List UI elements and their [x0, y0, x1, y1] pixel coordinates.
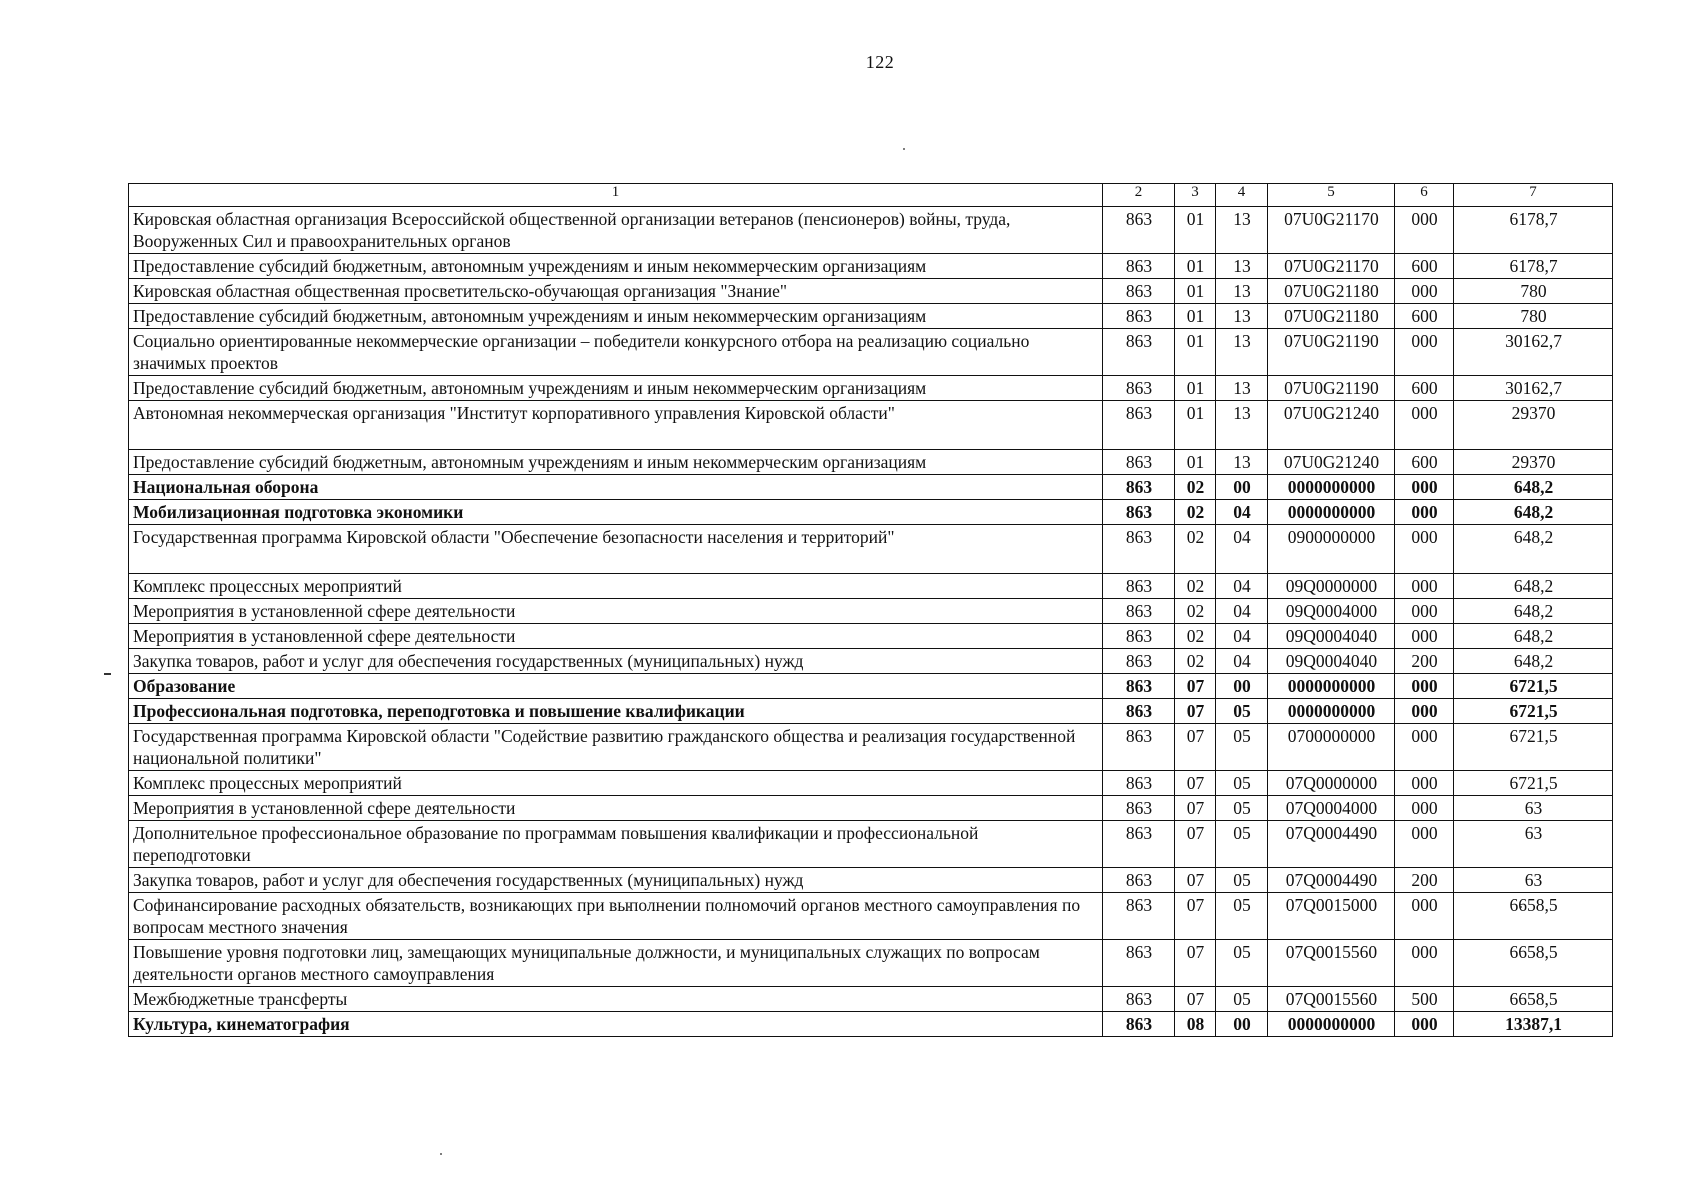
- razdel-cell: 02: [1175, 475, 1216, 500]
- razdel-cell: 02: [1175, 574, 1216, 599]
- summa-cell: 30162,7: [1454, 329, 1613, 376]
- vid-raskhodov-cell: 000: [1395, 771, 1454, 796]
- vid-raskhodov-cell: 000: [1395, 279, 1454, 304]
- table-row: [129, 987, 1613, 1012]
- glava-cell: 863: [1103, 279, 1175, 304]
- razdel-cell: 07: [1175, 724, 1216, 771]
- glava-cell: 863: [1103, 376, 1175, 401]
- glava-cell: 863: [1103, 649, 1175, 674]
- table-row: [129, 674, 1613, 699]
- razdel-cell: 07: [1175, 868, 1216, 893]
- header-cell: 4: [1216, 184, 1268, 207]
- row-name-cell: Кировская областная общественная просветительско-обучающая организация "Знание": [129, 279, 1103, 304]
- podrazdel-cell: 04: [1216, 649, 1268, 674]
- glava-cell: 863: [1103, 699, 1175, 724]
- vid-raskhodov-cell: 000: [1395, 401, 1454, 450]
- razdel-cell: 07: [1175, 674, 1216, 699]
- tselevaya-statya-cell: 07U0G21190: [1268, 376, 1395, 401]
- podrazdel-cell: 00: [1216, 1012, 1268, 1037]
- glava-cell: 863: [1103, 304, 1175, 329]
- podrazdel-cell: 04: [1216, 574, 1268, 599]
- razdel-cell: 01: [1175, 254, 1216, 279]
- podrazdel-cell: 05: [1216, 771, 1268, 796]
- row-name-cell: Повышение уровня подготовки лиц, замещающих муниципальные должности, и муниципальных служащих по вопросам деятельности органов местного самоуправления: [129, 940, 1103, 987]
- table-row: [129, 254, 1613, 279]
- row-name-cell: Предоставление субсидий бюджетным, автономным учреждениям и иным некоммерческим организациям: [129, 376, 1103, 401]
- vid-raskhodov-cell: 000: [1395, 207, 1454, 254]
- glava-cell: 863: [1103, 821, 1175, 868]
- tselevaya-statya-cell: 07Q0004000: [1268, 796, 1395, 821]
- summa-cell: 6658,5: [1454, 987, 1613, 1012]
- podrazdel-cell: 13: [1216, 207, 1268, 254]
- vid-raskhodov-cell: 600: [1395, 304, 1454, 329]
- vid-raskhodov-cell: 000: [1395, 796, 1454, 821]
- row-name-cell: Социально ориентированные некоммерческие организации – победители конкурсного отбора на реализацию социально значимых проектов: [129, 329, 1103, 376]
- table-row: [129, 940, 1613, 987]
- table-row: [129, 868, 1613, 893]
- podrazdel-cell: 04: [1216, 624, 1268, 649]
- glava-cell: 863: [1103, 254, 1175, 279]
- header-cell: 2: [1103, 184, 1175, 207]
- glava-cell: 863: [1103, 724, 1175, 771]
- tselevaya-statya-cell: 07U0G21190: [1268, 329, 1395, 376]
- summa-cell: 648,2: [1454, 500, 1613, 525]
- tselevaya-statya-cell: 0000000000: [1268, 475, 1395, 500]
- row-name-cell: Предоставление субсидий бюджетным, автономным учреждениям и иным некоммерческим организациям: [129, 254, 1103, 279]
- razdel-cell: 08: [1175, 1012, 1216, 1037]
- vid-raskhodov-cell: 000: [1395, 699, 1454, 724]
- razdel-cell: 07: [1175, 893, 1216, 940]
- table-row: [129, 329, 1613, 376]
- tselevaya-statya-cell: 07Q0000000: [1268, 771, 1395, 796]
- tselevaya-statya-cell: 07U0G21240: [1268, 401, 1395, 450]
- glava-cell: 863: [1103, 599, 1175, 624]
- summa-cell: 648,2: [1454, 624, 1613, 649]
- glava-cell: 863: [1103, 674, 1175, 699]
- glava-cell: 863: [1103, 500, 1175, 525]
- glava-cell: 863: [1103, 525, 1175, 574]
- tselevaya-statya-cell: 0700000000: [1268, 724, 1395, 771]
- razdel-cell: 07: [1175, 771, 1216, 796]
- tselevaya-statya-cell: 0000000000: [1268, 500, 1395, 525]
- glava-cell: 863: [1103, 987, 1175, 1012]
- summa-cell: 648,2: [1454, 475, 1613, 500]
- scan-speck: [903, 148, 905, 150]
- razdel-cell: 07: [1175, 987, 1216, 1012]
- razdel-cell: 01: [1175, 376, 1216, 401]
- tselevaya-statya-cell: 09Q0000000: [1268, 574, 1395, 599]
- table-row: [129, 1012, 1613, 1037]
- row-name-cell: Комплекс процессных мероприятий: [129, 771, 1103, 796]
- summa-cell: 63: [1454, 821, 1613, 868]
- vid-raskhodov-cell: 000: [1395, 500, 1454, 525]
- vid-raskhodov-cell: 000: [1395, 525, 1454, 574]
- row-name-cell: Автономная некоммерческая организация "Институт корпоративного управления Кировской области": [129, 401, 1103, 450]
- podrazdel-cell: 00: [1216, 674, 1268, 699]
- summa-cell: 29370: [1454, 401, 1613, 450]
- table-row: [129, 475, 1613, 500]
- table-row: [129, 724, 1613, 771]
- table-row: [129, 699, 1613, 724]
- podrazdel-cell: 13: [1216, 450, 1268, 475]
- tselevaya-statya-cell: 0000000000: [1268, 674, 1395, 699]
- podrazdel-cell: 13: [1216, 254, 1268, 279]
- tselevaya-statya-cell: 0000000000: [1268, 1012, 1395, 1037]
- row-name-cell: Закупка товаров, работ и услуг для обеспечения государственных (муниципальных) нужд: [129, 649, 1103, 674]
- tselevaya-statya-cell: 09Q0004040: [1268, 624, 1395, 649]
- razdel-cell: 07: [1175, 796, 1216, 821]
- table-row: [129, 821, 1613, 868]
- vid-raskhodov-cell: 000: [1395, 940, 1454, 987]
- summa-cell: 63: [1454, 868, 1613, 893]
- row-name-cell: Кировская областная организация Всероссийской общественной организации ветеранов (пенсионеров) войны, труда, Вооруженных Сил и правоохранительных органов: [129, 207, 1103, 254]
- row-name-cell: Образование: [129, 674, 1103, 699]
- razdel-cell: 01: [1175, 207, 1216, 254]
- razdel-cell: 02: [1175, 525, 1216, 574]
- table-row: [129, 376, 1613, 401]
- row-name-cell: Профессиональная подготовка, переподготовка и повышение квалификации: [129, 699, 1103, 724]
- podrazdel-cell: 05: [1216, 796, 1268, 821]
- podrazdel-cell: 00: [1216, 475, 1268, 500]
- table-row: [129, 574, 1613, 599]
- row-name-cell: Мобилизационная подготовка экономики: [129, 500, 1103, 525]
- summa-cell: 648,2: [1454, 574, 1613, 599]
- margin-mark: [104, 673, 111, 675]
- tselevaya-statya-cell: 0900000000: [1268, 525, 1395, 574]
- header-cell: 3: [1175, 184, 1216, 207]
- vid-raskhodov-cell: 000: [1395, 724, 1454, 771]
- summa-cell: 63: [1454, 796, 1613, 821]
- vid-raskhodov-cell: 000: [1395, 821, 1454, 868]
- glava-cell: 863: [1103, 450, 1175, 475]
- razdel-cell: 02: [1175, 500, 1216, 525]
- row-name-cell: Предоставление субсидий бюджетным, автономным учреждениям и иным некоммерческим организациям: [129, 450, 1103, 475]
- summa-cell: 6721,5: [1454, 724, 1613, 771]
- table-row: [129, 525, 1613, 574]
- razdel-cell: 01: [1175, 329, 1216, 376]
- vid-raskhodov-cell: 500: [1395, 987, 1454, 1012]
- vid-raskhodov-cell: 000: [1395, 624, 1454, 649]
- summa-cell: 13387,1: [1454, 1012, 1613, 1037]
- page-number: 122: [865, 52, 895, 72]
- glava-cell: 863: [1103, 624, 1175, 649]
- row-name-cell: Закупка товаров, работ и услуг для обеспечения государственных (муниципальных) нужд: [129, 868, 1103, 893]
- header-cell: 1: [129, 184, 1103, 207]
- vid-raskhodov-cell: 600: [1395, 450, 1454, 475]
- podrazdel-cell: 04: [1216, 599, 1268, 624]
- table-row: [129, 649, 1613, 674]
- tselevaya-statya-cell: 07Q0004490: [1268, 821, 1395, 868]
- podrazdel-cell: 05: [1216, 821, 1268, 868]
- razdel-cell: 01: [1175, 279, 1216, 304]
- row-name-cell: Мероприятия в установленной сфере деятельности: [129, 796, 1103, 821]
- razdel-cell: 01: [1175, 304, 1216, 329]
- podrazdel-cell: 05: [1216, 724, 1268, 771]
- row-name-cell: Государственная программа Кировской области "Содействие развитию гражданского общества и реализация государственной национальной политики": [129, 724, 1103, 771]
- summa-cell: 6658,5: [1454, 893, 1613, 940]
- vid-raskhodov-cell: 000: [1395, 893, 1454, 940]
- table-row: [129, 624, 1613, 649]
- glava-cell: 863: [1103, 574, 1175, 599]
- summa-cell: 648,2: [1454, 525, 1613, 574]
- vid-raskhodov-cell: 600: [1395, 376, 1454, 401]
- summa-cell: 29370: [1454, 450, 1613, 475]
- summa-cell: 30162,7: [1454, 376, 1613, 401]
- vid-raskhodov-cell: 000: [1395, 1012, 1454, 1037]
- tselevaya-statya-cell: 07U0G21170: [1268, 207, 1395, 254]
- podrazdel-cell: 05: [1216, 868, 1268, 893]
- vid-raskhodov-cell: 000: [1395, 674, 1454, 699]
- header-cell: 5: [1268, 184, 1395, 207]
- podrazdel-cell: 13: [1216, 401, 1268, 450]
- podrazdel-cell: 05: [1216, 893, 1268, 940]
- header-cell: 6: [1395, 184, 1454, 207]
- tselevaya-statya-cell: 0000000000: [1268, 699, 1395, 724]
- glava-cell: 863: [1103, 940, 1175, 987]
- row-name-cell: Предоставление субсидий бюджетным, автономным учреждениям и иным некоммерческим организациям: [129, 304, 1103, 329]
- vid-raskhodov-cell: 200: [1395, 868, 1454, 893]
- razdel-cell: 01: [1175, 401, 1216, 450]
- table-row: [129, 401, 1613, 450]
- summa-cell: 6721,5: [1454, 674, 1613, 699]
- vid-raskhodov-cell: 000: [1395, 599, 1454, 624]
- glava-cell: 863: [1103, 1012, 1175, 1037]
- glava-cell: 863: [1103, 475, 1175, 500]
- podrazdel-cell: 13: [1216, 329, 1268, 376]
- podrazdel-cell: 04: [1216, 500, 1268, 525]
- summa-cell: 6178,7: [1454, 254, 1613, 279]
- row-name-cell: Дополнительное профессиональное образование по программам повышения квалификации и профессиональной переподготовки: [129, 821, 1103, 868]
- glava-cell: 863: [1103, 329, 1175, 376]
- podrazdel-cell: 13: [1216, 376, 1268, 401]
- razdel-cell: 01: [1175, 450, 1216, 475]
- razdel-cell: 02: [1175, 599, 1216, 624]
- razdel-cell: 07: [1175, 940, 1216, 987]
- glava-cell: 863: [1103, 893, 1175, 940]
- row-name-cell: Культура, кинематография: [129, 1012, 1103, 1037]
- budget-table: [128, 183, 1613, 1037]
- table-row: [129, 450, 1613, 475]
- vid-raskhodov-cell: 600: [1395, 254, 1454, 279]
- podrazdel-cell: 13: [1216, 279, 1268, 304]
- glava-cell: 863: [1103, 207, 1175, 254]
- row-name-cell: Национальная оборона: [129, 475, 1103, 500]
- header-cell: 7: [1454, 184, 1613, 207]
- table-row: [129, 893, 1613, 940]
- table-row: [129, 207, 1613, 254]
- tselevaya-statya-cell: 07Q0015560: [1268, 987, 1395, 1012]
- vid-raskhodov-cell: 000: [1395, 574, 1454, 599]
- table-row: [129, 771, 1613, 796]
- summa-cell: 6721,5: [1454, 699, 1613, 724]
- summa-cell: 648,2: [1454, 599, 1613, 624]
- summa-cell: 6721,5: [1454, 771, 1613, 796]
- table-row: [129, 304, 1613, 329]
- podrazdel-cell: 13: [1216, 304, 1268, 329]
- tselevaya-statya-cell: 07U0G21180: [1268, 279, 1395, 304]
- vid-raskhodov-cell: 000: [1395, 475, 1454, 500]
- tselevaya-statya-cell: 09Q0004000: [1268, 599, 1395, 624]
- razdel-cell: 02: [1175, 624, 1216, 649]
- table-row: [129, 279, 1613, 304]
- row-name-cell: Мероприятия в установленной сфере деятельности: [129, 624, 1103, 649]
- glava-cell: 863: [1103, 868, 1175, 893]
- row-name-cell: Государственная программа Кировской области "Обеспечение безопасности населения и территорий": [129, 525, 1103, 574]
- tselevaya-statya-cell: 09Q0004040: [1268, 649, 1395, 674]
- razdel-cell: 07: [1175, 699, 1216, 724]
- summa-cell: 780: [1454, 279, 1613, 304]
- tselevaya-statya-cell: 07Q0015560: [1268, 940, 1395, 987]
- glava-cell: 863: [1103, 401, 1175, 450]
- tselevaya-statya-cell: 07Q0015000: [1268, 893, 1395, 940]
- summa-cell: 648,2: [1454, 649, 1613, 674]
- table-row: [129, 599, 1613, 624]
- tselevaya-statya-cell: 07U0G21180: [1268, 304, 1395, 329]
- summa-cell: 6658,5: [1454, 940, 1613, 987]
- summa-cell: 780: [1454, 304, 1613, 329]
- row-name-cell: Софинансирование расходных обязательств, возникающих при выполнении полномочий органов местного самоуправления по вопросам местного значения: [129, 893, 1103, 940]
- vid-raskhodov-cell: 000: [1395, 329, 1454, 376]
- tselevaya-statya-cell: 07U0G21170: [1268, 254, 1395, 279]
- table-row: [129, 500, 1613, 525]
- table-header-row: [129, 184, 1613, 207]
- glava-cell: 863: [1103, 796, 1175, 821]
- vid-raskhodov-cell: 200: [1395, 649, 1454, 674]
- glava-cell: 863: [1103, 771, 1175, 796]
- row-name-cell: Комплекс процессных мероприятий: [129, 574, 1103, 599]
- podrazdel-cell: 05: [1216, 940, 1268, 987]
- razdel-cell: 07: [1175, 821, 1216, 868]
- podrazdel-cell: 04: [1216, 525, 1268, 574]
- tselevaya-statya-cell: 07U0G21240: [1268, 450, 1395, 475]
- podrazdel-cell: 05: [1216, 699, 1268, 724]
- razdel-cell: 02: [1175, 649, 1216, 674]
- tselevaya-statya-cell: 07Q0004490: [1268, 868, 1395, 893]
- podrazdel-cell: 05: [1216, 987, 1268, 1012]
- scan-speck: [440, 1153, 442, 1155]
- summa-cell: 6178,7: [1454, 207, 1613, 254]
- row-name-cell: Межбюджетные трансферты: [129, 987, 1103, 1012]
- row-name-cell: Мероприятия в установленной сфере деятельности: [129, 599, 1103, 624]
- table-row: [129, 796, 1613, 821]
